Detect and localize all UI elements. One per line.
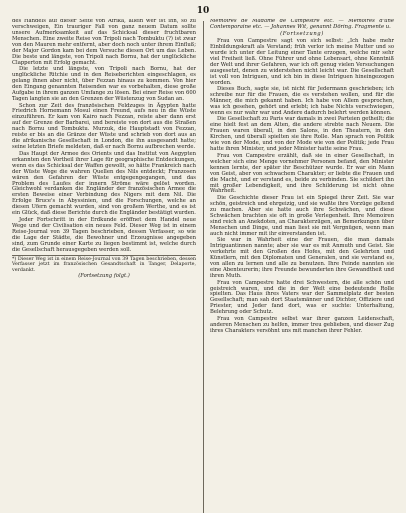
article-header: Mémoires de Madame de Campestre etc. — Mémoires d'une Contemporaine etc. — Johannes Wit, genannt Döring. Fragmente u. xyxy=(210,19,394,30)
right-paragraph: Frau von Campestre erzählt, daß sie in einer Gesellschaft, in welcher sich eine Menge vornehmer Personen befand, den Minister kennen lernte, der später ihr Beschützer wurde. Er war ein Mann von Geist, aber von schwachem Charakter; er liebte die Frauen und die Macht, und er verstand es, beide zu verbinden. Sie schildert ihn mit großer Lebendigkeit, und ihre Schilderung ist nicht ohne Wahrheit. xyxy=(210,152,394,195)
right-paragraph: Sie war in Wahrheit eine der Frauen, die man damals Intriguantinnen nannte; aber sie war es mit Anmuth und Geist. Sie verkehrte mit den Großen des Hofes, mit den Gelehrten und Künstlern, mit den Diplomaten und Generalen, und sie verstand es, von allen zu lernen und alle zu benutzen. Ihre Feinde nannten sie eine Abenteurerin; ihre Freunde bewunderten ihre Gewandtheit und ihren Muth. xyxy=(210,237,394,279)
continued-note: (Fortsetzung folgt.) xyxy=(78,273,130,280)
right-paragraph: Die Gesellschaft zu Paris war damals in zwei Parteien getheilt; die eine hielt fest an dem Alten, die andere strebte nach Neuem. Die Frauen waren überall, in den Salons, in den Theatern, in den Kirchen, und überall spielten sie ihre Rolle. Man sprach von Politik wie von der Mode, und von der Mode wie von der Politik; jede Frau hatte ihren Minister, und jeder Minister hatte seine Frau. xyxy=(210,116,394,153)
page-number: 10 xyxy=(196,6,210,16)
left-paragraph: Jeder Fortschritt in der Erdkunde eröffnet dem Handel neue Wege und der Civilisation ein neues Feld. Dieser Weg ist in einem Reise-Journal von 39 Tagen beschrieben, dessen Verfasser, so wie die Lage der Städte, die Bewohner und Erzeugnisse angegeben sind, zum Grunde einer Karte zu liegen bestimmt ist, welche durch die Gesellschaft herausgegeben werden soll. xyxy=(12,216,196,253)
text-columns xyxy=(12,19,394,513)
right-paragraph: Frau von Campestre selbst war ihrer ganzen Leidenschaft, anderen Menschen zu helfen, immer treu geblieben, und dieser Zug ihres Charakters versöhnt uns mit manchen ihrer Fehler. xyxy=(210,315,394,334)
right-column xyxy=(210,19,394,513)
left-paragraph: des Handels auf dieser Seite von Afrika, allein wer ist ihn, so zu verschweigen, Ein trauriger Fall von ganz neuem Datum sollte unsere Aufmerksamkeit auf das Schicksal dieser fruchtbaren Menschen. Eine zweite Reise von Tripoli nach Tombuktu (?) ist zwar von den Mauren mehr entfernt, aber doch noch unter ihrem Einfluß; der Major Gordon kam bei dem Versuche diesen Ort um das Leben. Die beste und längste, von Tripoli nach Bornu, hat der unglückliche Clapperton mit Erfolg gemacht. xyxy=(12,19,196,66)
continued-header: (Fortsetzung) xyxy=(280,30,324,37)
footnote: *) Dieser Weg ist in einem Reise-Journal von 39 Tagen beschrieben, dessen Verfasser jetzt im französischen Gesandtschaft in Tanger, Delaporte, verdankt. xyxy=(12,256,196,273)
right-paragraph: Frau von Campestre sagt von sich selbst: „Ich habe mehr Einbildungskraft als Verstand; früh verlor ich meine Mutter und so wurde ich unter der Leitung einer Tante erzogen, welche mir sehr viel Freiheit ließ. Ohne Führer und ohne Lebensart, ohne Kenntniß der Welt und ihrer Gefahren, war ich oft genug vielen Versuchungen ausgesetzt, denen zu widerstehen nicht leicht war. Die Gesellschaft ist voll von Intriguen, und ich bin in diese Intriguen hineingezogen worden. xyxy=(210,37,394,86)
left-paragraph: Die letzte und längste, von Tripoli nach Bornu, hat der unglückliche Ritchie und in den Reiseberichten eingeschlagen, es gelang ihnen aber nicht, über Fezzan hinaus zu kommen. Von hier den Eingang genannten Reisenden war es vorbehalten, diese große Aufgabe in ihrem ganzen Umfange zu lösen. Bei einer Reise von 600 Tagen langten sie an den Grenzen der Wüstenzug von Sudan an. xyxy=(12,66,196,102)
column-divider xyxy=(203,21,204,513)
right-paragraph: Frau von Campestre hatte drei Schwestern, die alle schön und geistreich waren, und die in der Welt eine bedeutende Rolle spielten. Das Haus ihres Vaters war der Sammelplatz der besten Gesellschaft; man sah dort Staatsmänner und Dichter, Offiziere und Priester, und Jeder fand dort, was er suchte: Unterhaltung, Belehrung oder Schutz. xyxy=(210,279,394,316)
left-paragraph: Das Haupt der Armee des Orients und das Institut von Aegypten erkannten den Vortheil ihrer Lage für geographische Entdeckungen, wenn es das Schicksal der Waffen gewollt, so hätte Frankreich nach der Wüste Wege die wahren Quellen des Nils entdeckt; Franzosen wären den Gefahren der Wüste entgegengegangen, und das Problem des Laufes der innern Ströme wäre gelöst worden. Gleichwohl verdanken die Engländer der französischen Armee die ersten Beweise einer Verbindung des Nigers mit dem Nil. Die Erfolge Bruce's in Abyssinien, und die Forschungen, welche an diesen Ufern gemacht wurden, sind von großem Werthe, und es ist ein Glück, daß diese Berichte durch die Engländer bestätigt wurden. xyxy=(12,150,196,217)
left-paragraph: Schon zur Zeit des französischen Feldzuges in Ägypten hatte Friedrich Hornemann Mosul einen Freund, aufs neu in die Wüste einzuführen. Er kam von Kairo nach Fezzan, reiste aber dann erst auf der Grenze der Barbarei, und bereiste von dort aus die Straßen nach Bornu und Tombuktu. Murzuk, die Hauptstadt von Fezzan, reiste er bis an die Gränze der Wüste und schrieb von dort aus an die afrikanische Gesellschaft in London, die ihn ausgesandt hatte; seine letzten Briefe meldeten, daß er nach Bornu aufbrechen werde. xyxy=(12,102,196,151)
right-paragraph: Dieses Buch, sagte sie, ist nicht für Jedermann geschrieben; ich schreibe nur für die Frauen, die es verstehen wollen, und für die Männer, die mich gekannt haben. Ich habe von Allem gesprochen, was ich gesehen, gehört und erlebt; ich habe Nichts verschwiegen, wenn es nur wahr war und Andere dadurch belehrt werden können. xyxy=(210,86,394,116)
right-paragraph: Die Geschichte dieser Frau ist ein Spiegel ihrer Zeit. Sie war schön, geistreich und ehrgeizig, und sie wußte ihre Vorzüge geltend zu machen. Aber sie hatte auch ihre Schwächen, und diese Schwächen brachten sie oft in große Verlegenheit. Ihre Memoiren sind reich an Anekdoten, an Charakterzügen, an Bemerkungen über Menschen und Dinge, und man liest sie mit Vergnügen, wenn man auch nicht immer mit ihr einverstanden ist. xyxy=(210,195,394,237)
left-column xyxy=(12,19,196,513)
